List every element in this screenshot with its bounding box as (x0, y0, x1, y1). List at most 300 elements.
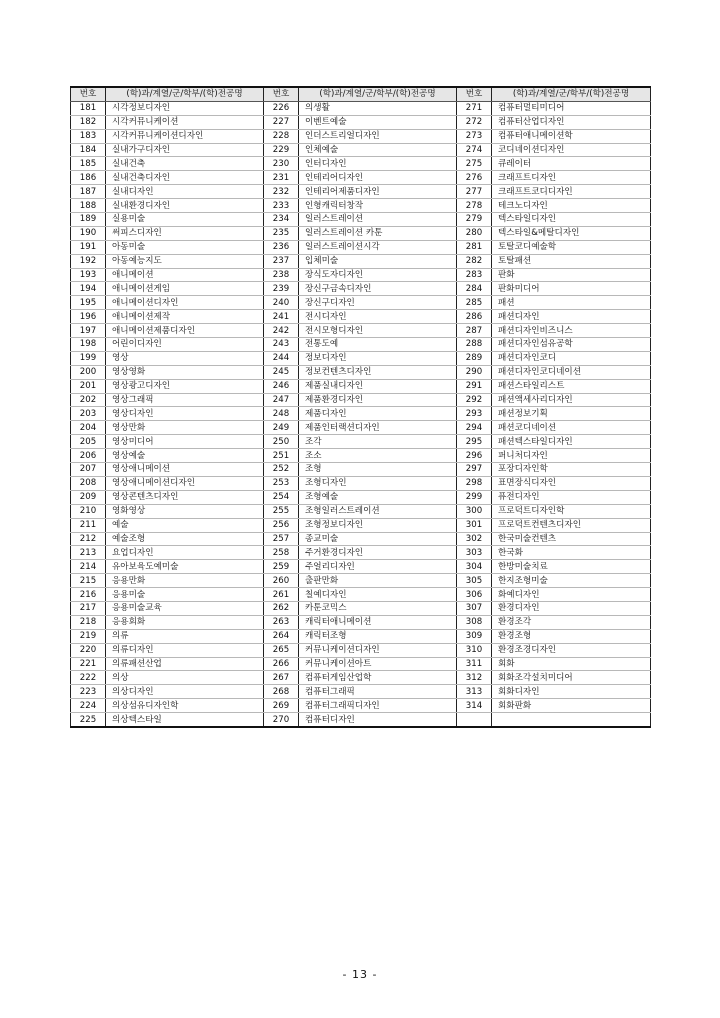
entry-number: 298 (457, 476, 492, 490)
entry-number: 222 (71, 671, 106, 685)
major-name: 패션정보기획 (492, 407, 651, 421)
entry-number: 190 (71, 226, 106, 240)
entry-number: 204 (71, 421, 106, 435)
table-row (71, 490, 651, 504)
header-number-1: 번호 (71, 87, 106, 101)
entry-number: 310 (457, 643, 492, 657)
table-row (71, 268, 651, 282)
table-header-row (71, 87, 651, 101)
major-name: 퍼니처디자인 (492, 449, 651, 463)
entry-number: 246 (264, 379, 299, 393)
major-name: 제품실내디자인 (299, 379, 457, 393)
entry-number: 198 (71, 338, 106, 352)
major-name: 포장디자인학 (492, 463, 651, 477)
major-name: 카툰코믹스 (299, 601, 457, 615)
major-name: 실내가구디자인 (106, 143, 264, 157)
entry-number: 272 (457, 115, 492, 129)
major-name: 크래프트디자인 (492, 171, 651, 185)
major-name: 제품인터랙션디자인 (299, 421, 457, 435)
entry-number: 292 (457, 393, 492, 407)
major-name (492, 713, 651, 727)
major-name: 텍스타일디자인 (492, 213, 651, 227)
major-name: 화예디자인 (492, 588, 651, 602)
entry-number: 276 (457, 171, 492, 185)
entry-number: 258 (264, 546, 299, 560)
table-row (71, 213, 651, 227)
major-name: 인형캐릭터창작 (299, 199, 457, 213)
header-major-name-1: (학)과/계열/군/학부/(학)전공명 (106, 87, 264, 101)
major-name: 제품디자인 (299, 407, 457, 421)
major-name: 영상영화 (106, 365, 264, 379)
major-name: 애니메이션디자인 (106, 296, 264, 310)
major-name: 의상 (106, 671, 264, 685)
entry-number (457, 713, 492, 727)
entry-number: 217 (71, 601, 106, 615)
table-row (71, 171, 651, 185)
entry-number: 202 (71, 393, 106, 407)
table-row (71, 157, 651, 171)
entry-number: 192 (71, 254, 106, 268)
entry-number: 230 (264, 157, 299, 171)
entry-number: 256 (264, 518, 299, 532)
major-name: 한국화 (492, 546, 651, 560)
entry-number: 279 (457, 213, 492, 227)
table-row (71, 643, 651, 657)
table-row (71, 435, 651, 449)
entry-number: 203 (71, 407, 106, 421)
entry-number: 236 (264, 240, 299, 254)
entry-number: 197 (71, 324, 106, 338)
entry-number: 252 (264, 463, 299, 477)
entry-number: 231 (264, 171, 299, 185)
major-name: 예술조형 (106, 532, 264, 546)
table-row (71, 296, 651, 310)
entry-number: 311 (457, 657, 492, 671)
major-name: 영상애니메이션디자인 (106, 476, 264, 490)
major-name: 시각정보디자인 (106, 101, 264, 115)
table-row (71, 310, 651, 324)
entry-number: 210 (71, 504, 106, 518)
entry-number: 268 (264, 685, 299, 699)
table-row (71, 115, 651, 129)
table-row (71, 407, 651, 421)
major-name: 캐릭터애니메이션 (299, 615, 457, 629)
major-name: 실내디자인 (106, 185, 264, 199)
entry-number: 291 (457, 379, 492, 393)
entry-number: 255 (264, 504, 299, 518)
entry-number: 212 (71, 532, 106, 546)
major-name: 예술 (106, 518, 264, 532)
major-name: 캐릭터조형 (299, 629, 457, 643)
entry-number: 278 (457, 199, 492, 213)
major-name: 토탈코디예술학 (492, 240, 651, 254)
major-name: 시각커뮤니케이션 (106, 115, 264, 129)
entry-number: 299 (457, 490, 492, 504)
entry-number: 249 (264, 421, 299, 435)
entry-number: 288 (457, 338, 492, 352)
major-name: 조형정보디자인 (299, 518, 457, 532)
major-name: 의생활 (299, 101, 457, 115)
major-name: 출판만화 (299, 574, 457, 588)
entry-number: 227 (264, 115, 299, 129)
major-name: 전통도예 (299, 338, 457, 352)
major-name: 전시디자인 (299, 310, 457, 324)
major-name: 제품환경디자인 (299, 393, 457, 407)
major-name: 퓨전디자인 (492, 490, 651, 504)
major-name: 조소 (299, 449, 457, 463)
entry-number: 196 (71, 310, 106, 324)
table-row (71, 476, 651, 490)
major-name: 의상섬유디자인학 (106, 699, 264, 713)
major-name: 패션스타일리스트 (492, 379, 651, 393)
entry-number: 224 (71, 699, 106, 713)
table-row (71, 449, 651, 463)
entry-number: 206 (71, 449, 106, 463)
entry-number: 305 (457, 574, 492, 588)
major-name: 표면장식디자인 (492, 476, 651, 490)
header-major-name-3: (학)과/계열/군/학부/(학)전공명 (492, 87, 651, 101)
entry-number: 295 (457, 435, 492, 449)
entry-number: 208 (71, 476, 106, 490)
entry-number: 221 (71, 657, 106, 671)
entry-number: 259 (264, 560, 299, 574)
entry-number: 304 (457, 560, 492, 574)
entry-number: 185 (71, 157, 106, 171)
major-name: 컴퓨터게임산업학 (299, 671, 457, 685)
entry-number: 245 (264, 365, 299, 379)
entry-number: 283 (457, 268, 492, 282)
major-name: 큐레이터 (492, 157, 651, 171)
table-row (71, 185, 651, 199)
major-list-table (70, 86, 651, 728)
entry-number: 261 (264, 588, 299, 602)
entry-number: 243 (264, 338, 299, 352)
table-row (71, 560, 651, 574)
entry-number: 307 (457, 601, 492, 615)
entry-number: 184 (71, 143, 106, 157)
major-name: 환경조각 (492, 615, 651, 629)
major-name: 이벤트예술 (299, 115, 457, 129)
major-name: 응용미술 (106, 588, 264, 602)
major-name: 정보컨텐츠디자인 (299, 365, 457, 379)
major-name: 조형 (299, 463, 457, 477)
entry-number: 274 (457, 143, 492, 157)
entry-number: 303 (457, 546, 492, 560)
table-row (71, 379, 651, 393)
table-row (71, 143, 651, 157)
entry-number: 244 (264, 351, 299, 365)
entry-number: 266 (264, 657, 299, 671)
major-name: 패션코디네이션 (492, 421, 651, 435)
major-name: 영상애니메이션 (106, 463, 264, 477)
major-name: 응용회화 (106, 615, 264, 629)
entry-number: 284 (457, 282, 492, 296)
major-name: 의류패션산업 (106, 657, 264, 671)
entry-number: 214 (71, 560, 106, 574)
major-name: 장식도자디자인 (299, 268, 457, 282)
major-name: 영화영상 (106, 504, 264, 518)
entry-number: 282 (457, 254, 492, 268)
table-row (71, 685, 651, 699)
entry-number: 301 (457, 518, 492, 532)
entry-number: 232 (264, 185, 299, 199)
entry-number: 241 (264, 310, 299, 324)
major-name: 전시모형디자인 (299, 324, 457, 338)
table-row (71, 615, 651, 629)
entry-number: 211 (71, 518, 106, 532)
entry-number: 233 (264, 199, 299, 213)
major-name: 일러스트레이션 카툰 (299, 226, 457, 240)
table-row (71, 338, 651, 352)
major-name: 패션디자인코디 (492, 351, 651, 365)
major-name: 커뮤니케이션디자인 (299, 643, 457, 657)
entry-number: 205 (71, 435, 106, 449)
entry-number: 225 (71, 713, 106, 727)
table-row (71, 421, 651, 435)
entry-number: 287 (457, 324, 492, 338)
entry-number: 201 (71, 379, 106, 393)
major-name: 실내환경디자인 (106, 199, 264, 213)
entry-number: 286 (457, 310, 492, 324)
entry-number: 186 (71, 171, 106, 185)
entry-number: 213 (71, 546, 106, 560)
entry-number: 290 (457, 365, 492, 379)
major-name: 일러스트레이션시각 (299, 240, 457, 254)
major-name: 회화디자인 (492, 685, 651, 699)
table-row (71, 518, 651, 532)
major-name: 영상예술 (106, 449, 264, 463)
major-name: 주거환경디자인 (299, 546, 457, 560)
major-name: 의류 (106, 629, 264, 643)
entry-number: 187 (71, 185, 106, 199)
major-name: 조형예술 (299, 490, 457, 504)
entry-number: 216 (71, 588, 106, 602)
table-row (71, 351, 651, 365)
table-row (71, 504, 651, 518)
major-name: 입체미술 (299, 254, 457, 268)
major-name: 영상미디어 (106, 435, 264, 449)
major-name: 일러스트레이션 (299, 213, 457, 227)
major-name: 영상 (106, 351, 264, 365)
entry-number: 277 (457, 185, 492, 199)
major-name: 영상디자인 (106, 407, 264, 421)
entry-number: 273 (457, 129, 492, 143)
major-name: 판화미디어 (492, 282, 651, 296)
entry-number: 275 (457, 157, 492, 171)
entry-number: 309 (457, 629, 492, 643)
major-name: 영상만화 (106, 421, 264, 435)
major-name: 조형디자인 (299, 476, 457, 490)
major-name: 의류디자인 (106, 643, 264, 657)
major-name: 실용미술 (106, 213, 264, 227)
major-name: 패션디자인 (492, 310, 651, 324)
major-name: 인테리어제품디자인 (299, 185, 457, 199)
major-name: 패션액세사리디자인 (492, 393, 651, 407)
header-major-name-2: (학)과/계열/군/학부/(학)전공명 (299, 87, 457, 101)
major-name: 환경조형 (492, 629, 651, 643)
major-name: 패션디자인코디네이션 (492, 365, 651, 379)
major-name: 영상광고디자인 (106, 379, 264, 393)
major-name: 써피스디자인 (106, 226, 264, 240)
entry-number: 226 (264, 101, 299, 115)
entry-number: 189 (71, 213, 106, 227)
entry-number: 235 (264, 226, 299, 240)
entry-number: 257 (264, 532, 299, 546)
entry-number: 248 (264, 407, 299, 421)
entry-number: 194 (71, 282, 106, 296)
major-name: 커뮤니케이션아트 (299, 657, 457, 671)
major-name: 패션텍스타일디자인 (492, 435, 651, 449)
entry-number: 254 (264, 490, 299, 504)
entry-number: 188 (71, 199, 106, 213)
table-row (71, 199, 651, 213)
entry-number: 228 (264, 129, 299, 143)
major-name: 회화 (492, 657, 651, 671)
entry-number: 264 (264, 629, 299, 643)
major-name: 영상그래픽 (106, 393, 264, 407)
entry-number: 306 (457, 588, 492, 602)
table-row (71, 657, 651, 671)
entry-number: 270 (264, 713, 299, 727)
table-row (71, 463, 651, 477)
table-row (71, 129, 651, 143)
entry-number: 209 (71, 490, 106, 504)
table-row (71, 629, 651, 643)
major-name: 종교미술 (299, 532, 457, 546)
entry-number: 247 (264, 393, 299, 407)
header-number-2: 번호 (264, 87, 299, 101)
major-name: 프로덕트디자인학 (492, 504, 651, 518)
entry-number: 269 (264, 699, 299, 713)
entry-number: 200 (71, 365, 106, 379)
entry-number: 199 (71, 351, 106, 365)
entry-number: 220 (71, 643, 106, 657)
major-name: 패션디자인섬유공학 (492, 338, 651, 352)
major-name: 영상콘텐츠디자인 (106, 490, 264, 504)
entry-number: 314 (457, 699, 492, 713)
entry-number: 238 (264, 268, 299, 282)
major-name: 애니메이션게임 (106, 282, 264, 296)
major-name: 애니메이션제품디자인 (106, 324, 264, 338)
entry-number: 250 (264, 435, 299, 449)
entry-number: 302 (457, 532, 492, 546)
major-name: 의상텍스타일 (106, 713, 264, 727)
major-name: 아동예능지도 (106, 254, 264, 268)
entry-number: 223 (71, 685, 106, 699)
entry-number: 237 (264, 254, 299, 268)
page-number: - 13 - (342, 968, 378, 981)
entry-number: 234 (264, 213, 299, 227)
entry-number: 312 (457, 671, 492, 685)
table-row (71, 101, 651, 115)
entry-number: 251 (264, 449, 299, 463)
entry-number: 271 (457, 101, 492, 115)
major-name: 테크노디자인 (492, 199, 651, 213)
entry-number: 265 (264, 643, 299, 657)
major-name: 회화판화 (492, 699, 651, 713)
major-name: 컴퓨터디자인 (299, 713, 457, 727)
table-row (71, 226, 651, 240)
major-name: 환경디자인 (492, 601, 651, 615)
entry-number: 239 (264, 282, 299, 296)
table-row (71, 588, 651, 602)
entry-number: 293 (457, 407, 492, 421)
major-name: 의상디자인 (106, 685, 264, 699)
major-name: 인체예술 (299, 143, 457, 157)
major-name: 실내건축디자인 (106, 171, 264, 185)
major-name: 판화 (492, 268, 651, 282)
table-row (71, 393, 651, 407)
entry-number: 240 (264, 296, 299, 310)
major-name: 아동미술 (106, 240, 264, 254)
major-name: 인더스트리얼디자인 (299, 129, 457, 143)
entry-number: 281 (457, 240, 492, 254)
entry-number: 229 (264, 143, 299, 157)
table-row (71, 240, 651, 254)
major-name: 컴퓨터그래픽 (299, 685, 457, 699)
major-name: 장신구금속디자인 (299, 282, 457, 296)
major-name: 애니메이션 (106, 268, 264, 282)
major-name: 한방미술치료 (492, 560, 651, 574)
entry-number: 207 (71, 463, 106, 477)
entry-number: 182 (71, 115, 106, 129)
major-name: 장신구디자인 (299, 296, 457, 310)
major-name: 어린이디자인 (106, 338, 264, 352)
entry-number: 296 (457, 449, 492, 463)
major-name: 애니메이션제작 (106, 310, 264, 324)
major-name: 인테리어디자인 (299, 171, 457, 185)
entry-number: 215 (71, 574, 106, 588)
major-name: 컴퓨터애니메이션학 (492, 129, 651, 143)
major-name: 실내건축 (106, 157, 264, 171)
table-row (71, 532, 651, 546)
entry-number: 280 (457, 226, 492, 240)
major-name: 한국미술컨텐츠 (492, 532, 651, 546)
table-row (71, 713, 651, 727)
table-row (71, 601, 651, 615)
entry-number: 191 (71, 240, 106, 254)
major-name: 요업디자인 (106, 546, 264, 560)
table-row (71, 282, 651, 296)
table-row (71, 254, 651, 268)
entry-number: 260 (264, 574, 299, 588)
table-row (71, 574, 651, 588)
major-name: 토탈패션 (492, 254, 651, 268)
table-row (71, 324, 651, 338)
entry-number: 308 (457, 615, 492, 629)
entry-number: 193 (71, 268, 106, 282)
major-name: 주얼리디자인 (299, 560, 457, 574)
major-name: 정보디자인 (299, 351, 457, 365)
entry-number: 218 (71, 615, 106, 629)
major-name: 시각커뮤니케이션디자인 (106, 129, 264, 143)
major-name: 컴퓨터그래픽디자인 (299, 699, 457, 713)
major-name: 환경조경디자인 (492, 643, 651, 657)
entry-number: 285 (457, 296, 492, 310)
entry-number: 294 (457, 421, 492, 435)
major-name: 패션 (492, 296, 651, 310)
entry-number: 300 (457, 504, 492, 518)
entry-number: 181 (71, 101, 106, 115)
entry-number: 313 (457, 685, 492, 699)
major-name: 인터디자인 (299, 157, 457, 171)
entry-number: 262 (264, 601, 299, 615)
major-name: 한지조형미술 (492, 574, 651, 588)
major-name: 유아보육도예미술 (106, 560, 264, 574)
entry-number: 289 (457, 351, 492, 365)
entry-number: 183 (71, 129, 106, 143)
major-name: 조형일러스트레이션 (299, 504, 457, 518)
